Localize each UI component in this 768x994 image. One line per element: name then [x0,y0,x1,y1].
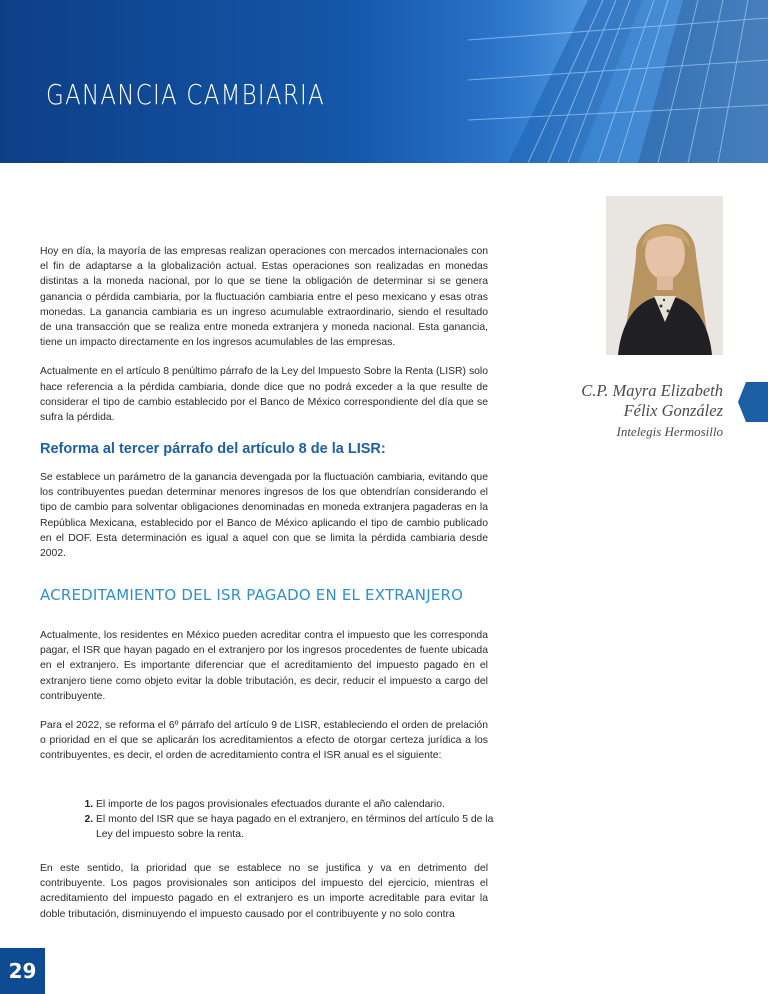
page-number: 29 [0,948,45,994]
author-name-line2: Félix González [623,401,723,420]
section-heading-reforma: Reforma al tercer párrafo del artículo 8 de la LISR: [40,441,386,457]
author-portrait [606,196,723,355]
section2-paragraph-2: Para el 2022, se reforma el 6º párrafo del artículo 9 de LISR, estableciendo el orden de prelación o prioridad en el que se aplicarán los acreditamientos a efecto de otorgar certeza jurídica a los contribuyentes, es decir, el orden de acreditamiento contra el ISR anual es el siguiente: [40,720,488,762]
author-organization: Intelegis Hermosillo [616,424,723,439]
page-title: GANANCIA CAMBIARIA [46,78,326,111]
list-item: 2. El monto del ISR que se haya pagado en el extranjero, en términos del artículo 5 de la Ley del impuesto sobre la renta. [96,812,506,842]
header-banner [0,0,768,163]
author-byline [581,381,723,441]
section1-paragraph: Se establece un parámetro de la ganancia devengada por la fluctuación cambiaria, evitando que los contribuyentes puedan determinar menores ingresos de los que obtendrían considerando el tipo de cambio para solventar obligaciones denominadas en moneda extranjera pagaderas en la República Mexicana, establecido por el Banco de México aplicando el tipo de cambio publicado en el DOF. Esta determinación es igual a aquel con que se limita la pérdida cambiaria desde 2002. [40,472,488,560]
side-tab-marker [738,382,768,422]
section2-paragraph-1: Actualmente, los residentes en México pueden acreditar contra el impuesto que les corresponda pagar, el ISR que hayan pagado en el extranjero por los ingresos procedentes de fuente ubicada en el extranjero. Es importante diferenciar que el acreditamiento del impuesto pagado en el extranjero tiene como objeto evitar la doble tributación, es decir, reducir el impuesto a cargo del contribuyente. [40,630,488,702]
intro-paragraph-1: Hoy en día, la mayoría de las empresas realizan operaciones con mercados internacionales con el fin de adaptarse a la globalización actual. Estas operaciones son realizadas en monedas distintas a la moneda nacional, por lo que se tiene la obligación de determinar si se genera ganancia o pérdida cambiaria, por la fluctuación cambiaria entre el peso mexicano y esas otras monedas. La ganancia cambiaria es un ingreso acumulable extraordinario, siendo el resultado de una transacción que se realiza entre moneda extranjera y moneda nacional. Esta ganancia, tiene un impacto directamente en los ingresos acumulables de las empresas. [40,246,488,349]
list-item: 1. El importe de los pagos provisionales efectuados durante el año calendario. [96,797,506,812]
section2-body [40,628,488,764]
author-photo [606,196,723,355]
section2-body-continued [40,861,488,922]
intro-section [40,244,488,425]
credit-order-list [82,797,506,843]
section1-body [40,470,488,561]
intro-paragraph-2: Actualmente en el artículo 8 penúltimo párrafo de la Ley del Impuesto Sobre la Renta (LISR) solo hace referencia a la pérdida cambiaria, donde dice que no podrá exceder a la que resulte de considerar el tipo de cambio establecido por el Banco de México correspondiente del día que se sufra la pérdida. [40,366,488,424]
section-heading-acreditamiento: ACREDITAMIENTO DEL ISR PAGADO EN EL EXTRANJERO [40,586,464,604]
building-facade-image [468,0,768,163]
section2-paragraph-3: En este sentido, la prioridad que se establece no se justifica y va en detrimento del contribuyente. Los pagos provisionales son anticipos del impuesto del ejercicio, mientras el acreditamiento del impuesto pagado en el extranjero es un importe acreditable para evitar la doble tributación, disminuyendo el impuesto causado por el contribuyente y no solo contra [40,863,488,920]
author-name-line1: C.P. Mayra Elizabeth [581,381,723,400]
